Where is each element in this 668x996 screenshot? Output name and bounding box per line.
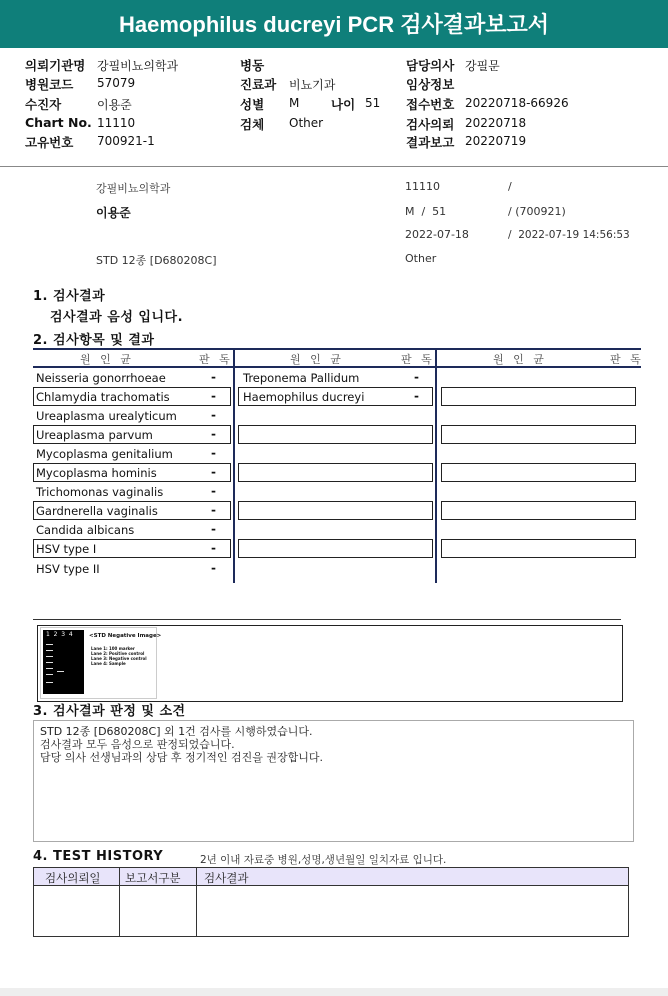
result-value: - <box>211 465 216 479</box>
organism-name: Neisseria gonorrhoeae <box>36 371 166 385</box>
col1-header-organism: 원 인 균 <box>80 353 134 366</box>
result-value: - <box>211 427 216 441</box>
header-value: 비뇨기과 <box>289 78 336 92</box>
image-top-rule <box>33 619 621 620</box>
result-value: - <box>211 370 216 384</box>
summary-name: 이용준 <box>96 206 131 220</box>
history-table-body <box>33 885 629 937</box>
gel-marker-band <box>46 650 53 651</box>
gel-title: <STD Negative Image> <box>89 633 162 639</box>
result-value: - <box>211 561 216 575</box>
table-col-divider-2 <box>435 348 437 583</box>
result-value: - <box>211 484 216 498</box>
result-value: - <box>211 389 216 403</box>
table-col-divider-1 <box>233 348 235 583</box>
col3-header-result: 판 독 <box>610 353 644 366</box>
header-label: 결과보고 <box>406 135 455 150</box>
empty-row-box <box>238 425 433 444</box>
header-label: 병원코드 <box>25 77 74 92</box>
gel-lanes <box>43 630 84 694</box>
result-value: - <box>211 522 216 536</box>
history-table-header <box>33 867 629 886</box>
empty-row-box <box>441 425 636 444</box>
empty-row-box <box>238 539 433 558</box>
organism-name: Candida albicans <box>36 523 135 537</box>
header-label: 담당의사 <box>406 58 455 73</box>
header-value: Other <box>289 116 324 130</box>
age-label: 나이 <box>331 97 356 112</box>
header-value: 이용준 <box>97 98 132 112</box>
gel-legend-line: Lane 2: Positive control <box>91 651 145 656</box>
empty-row-box <box>441 387 636 406</box>
organism-name: Treponema Pallidum <box>243 371 360 385</box>
history-col-result: 검사결과 <box>204 871 249 885</box>
organism-name: Mycoplasma hominis <box>36 466 157 480</box>
result-value: - <box>414 389 419 403</box>
history-col-report-type: 보고서구분 <box>125 871 181 885</box>
header-value: 11110 <box>97 116 136 130</box>
section4-note: 2년 이내 자료중 병원,성명,생년월일 일치자료 입니다. <box>200 854 447 866</box>
header-value: M <box>289 96 300 110</box>
header-label: 수진자 <box>25 97 62 112</box>
header-value: 57079 <box>97 76 136 90</box>
header-value: 700921-1 <box>97 134 155 148</box>
header-label: 접수번호 <box>406 97 455 112</box>
summary-clinic: 강필비뇨의학과 <box>96 182 171 195</box>
header-label: 성별 <box>240 97 265 112</box>
gel-marker-band <box>46 656 53 657</box>
summary-date1: 2022-07-18 <box>405 228 469 241</box>
empty-row-box <box>238 501 433 520</box>
empty-row-box <box>441 539 636 558</box>
header-label: 진료과 <box>240 77 277 92</box>
opinion-text <box>33 720 634 842</box>
gel-marker-band <box>46 682 53 683</box>
section1-title: 1. 검사결과 <box>33 289 106 304</box>
gel-legend-line: Lane 1: 100 marker <box>91 646 135 651</box>
opinion-line: 검사결과 모두 음성으로 판정되었습니다. <box>40 738 235 751</box>
gel-legend-line: Lane 4: Sample <box>91 661 126 666</box>
table-top-rule <box>33 348 641 350</box>
col2-header-result: 판 독 <box>401 353 435 366</box>
result-value: - <box>211 541 216 555</box>
summary-date2: / 2022-07-19 14:56:53 <box>508 229 630 241</box>
organism-name: Gardnerella vaginalis <box>36 504 158 518</box>
header-divider <box>0 166 668 167</box>
summary-chart: 11110 <box>405 180 440 193</box>
organism-name: HSV type I <box>36 542 97 556</box>
footer-strip <box>0 988 668 996</box>
history-col-divider-2 <box>196 867 197 937</box>
empty-row-box <box>238 463 433 482</box>
age-value: 51 <box>365 96 381 110</box>
organism-name: Haemophilus ducreyi <box>243 390 365 404</box>
result-value: - <box>414 370 419 384</box>
gel-marker-band <box>46 668 53 669</box>
gel-marker-band <box>46 662 53 663</box>
organism-name: Ureaplasma parvum <box>36 428 153 442</box>
empty-row-box <box>441 501 636 520</box>
history-col-divider-1 <box>119 867 120 937</box>
section4-title: 4. TEST HISTORY <box>33 849 164 864</box>
gel-legend <box>91 646 147 666</box>
col3-header-organism: 원 인 균 <box>493 353 547 366</box>
summary-sex-age: M / 51 <box>405 205 447 218</box>
summary-specimen: Other <box>405 252 437 265</box>
opinion-line: STD 12종 [D680208C] 외 1건 검사를 시행하였습니다. <box>40 725 313 738</box>
summary-id: / (700921) <box>508 205 566 218</box>
organism-name: Chlamydia trachomatis <box>36 390 170 404</box>
header-value: 강필비뇨의학과 <box>97 59 179 73</box>
organism-name: Ureaplasma urealyticum <box>36 409 177 423</box>
header-label: 병동 <box>240 58 265 73</box>
section1-result: 검사결과 음성 입니다. <box>50 310 184 325</box>
header-label: 고유번호 <box>25 135 74 150</box>
summary-test: STD 12종 [D680208C] <box>96 254 217 267</box>
col2-header-organism: 원 인 균 <box>290 353 344 366</box>
section2-title: 2. 검사항목 및 결과 <box>33 333 155 348</box>
header-label: 검체 <box>240 117 265 132</box>
history-col-request-date: 검사의뢰일 <box>45 871 101 885</box>
result-value: - <box>211 446 216 460</box>
header-value: 20220718-66926 <box>465 96 569 110</box>
empty-row-box <box>441 463 636 482</box>
report-title: Haemophilus ducreyi PCR 검사결과보고서 <box>119 12 549 37</box>
gel-marker-band <box>46 644 53 645</box>
header-value: 20220718 <box>465 116 527 130</box>
gel-control-band <box>57 671 64 672</box>
header-label: 검사의뢰 <box>406 117 455 132</box>
gel-image <box>40 627 162 699</box>
section3-title: 3. 검사결과 판정 및 소견 <box>33 704 186 719</box>
organism-name: Mycoplasma genitalium <box>36 447 173 461</box>
header-label: 임상정보 <box>406 77 455 92</box>
result-value: - <box>211 503 216 517</box>
header-value: 강필문 <box>465 59 500 73</box>
organism-name: HSV type II <box>36 562 100 576</box>
opinion-line: 담당 의사 선생님과의 상담 후 정기적인 검진을 권장합니다. <box>40 751 323 764</box>
header-value: 20220719 <box>465 134 527 148</box>
summary-slash: / <box>508 180 512 193</box>
header-label: Chart No. <box>25 115 92 130</box>
gel-legend-line: Lane 3: Negative control <box>91 656 147 661</box>
gel-lane-numbers: 1 2 3 4 <box>46 631 73 638</box>
header-label: 의뢰기관명 <box>25 58 86 73</box>
result-value: - <box>211 408 216 422</box>
organism-name: Trichomonas vaginalis <box>36 485 164 499</box>
col1-header-result: 판 독 <box>199 353 233 366</box>
gel-marker-band <box>46 674 53 675</box>
